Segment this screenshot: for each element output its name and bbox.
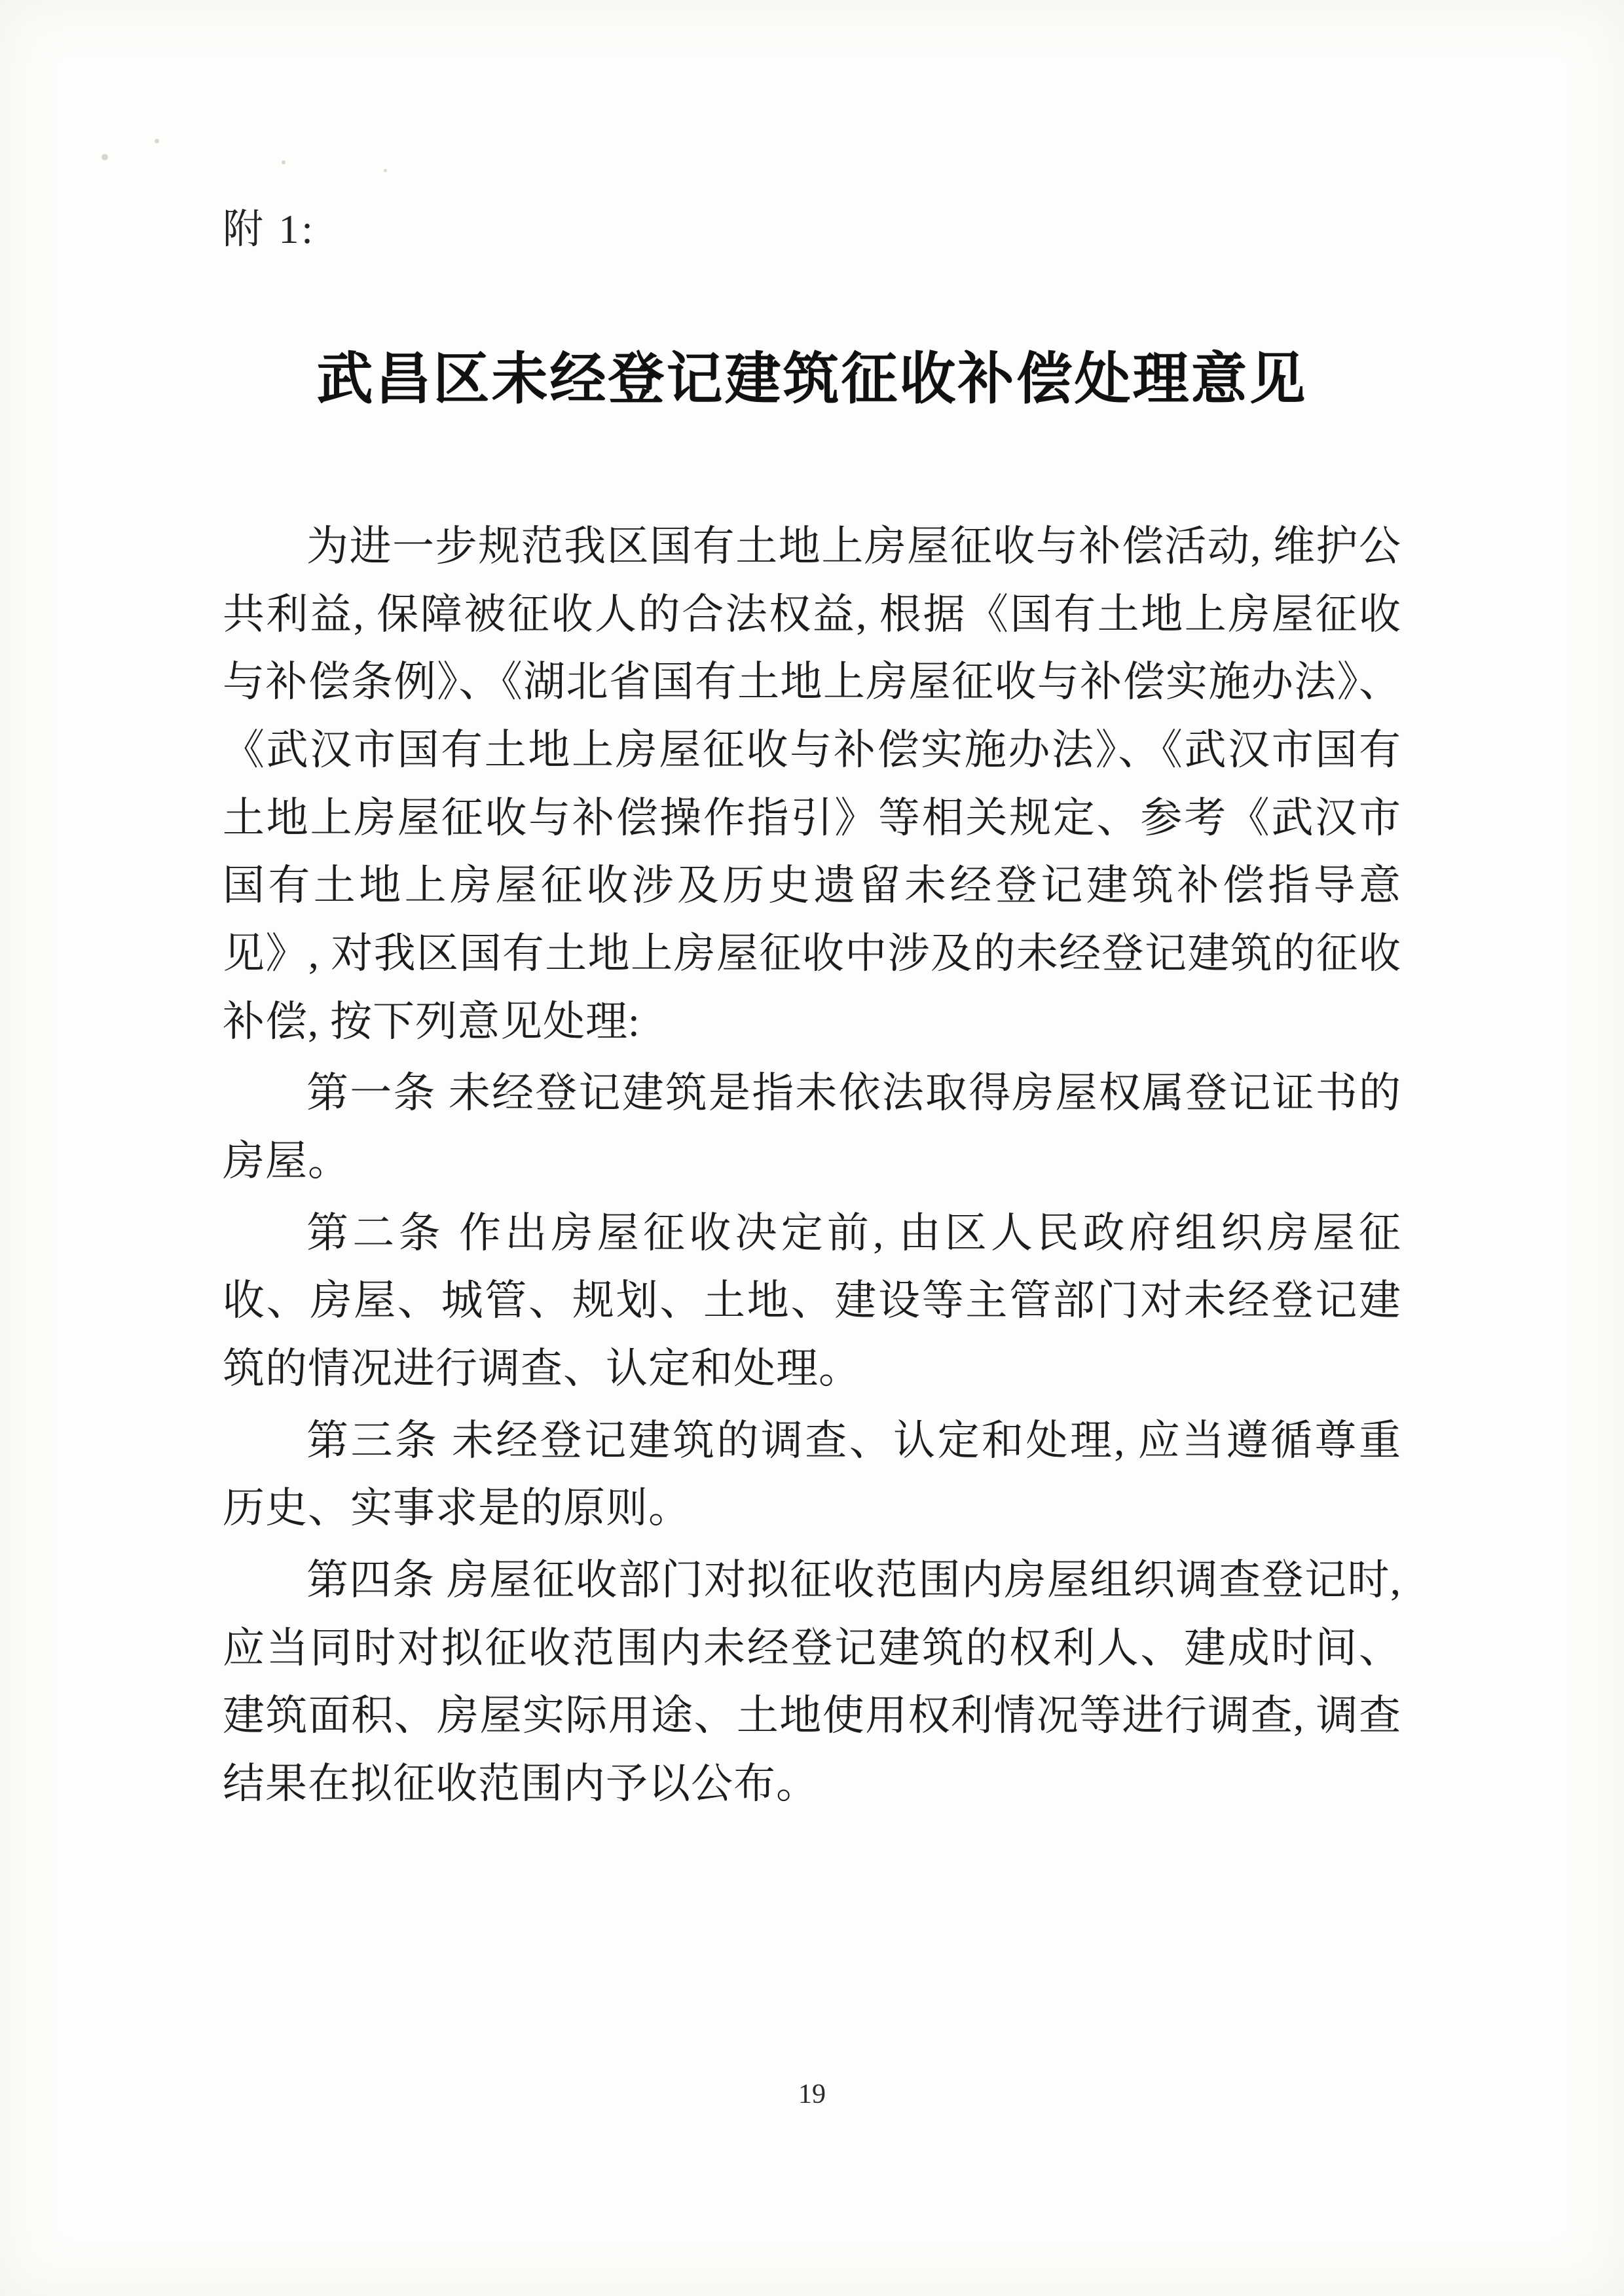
page-number: 19: [798, 2079, 826, 2109]
paragraph-article-1: 第一条 未经登记建筑是指未依法取得房屋权属登记证书的房屋。: [223, 1070, 1401, 1185]
attachment-label: 附 1:: [223, 208, 316, 252]
scan-speck: [155, 139, 159, 143]
paragraph-preamble: 为进一步规范我区国有土地上房屋征收与补偿活动, 维护公共利益, 保障被征收人的合法权益, 根据《国有土地上房屋征收与补偿条例》、《湖北省国有土地上房屋征收与补偿实施办法》、《武汉市国有土地上房屋征收与补偿实施办法》、《武汉市国有土地上房屋征收与补偿操作指引》等相关规定、参考《武汉市国有土地上房屋征收涉及历史遗留未经登记建筑补偿指导意见》, 对我区国有土地上房屋征收中涉及的未经登记建筑的征收补偿, 按下列意见处理:: [223, 523, 1401, 1045]
page-title: 武昌区未经登记建筑征收补偿处理意见: [316, 346, 1308, 412]
document-body: [223, 196, 1401, 1822]
scan-speck: [384, 169, 387, 172]
paragraph-article-3: 第三条 未经登记建筑的调查、认定和处理, 应当遵循尊重历史、实事求是的原则。: [223, 1417, 1401, 1532]
scan-speck: [282, 160, 286, 164]
paragraph-article-2: 第二条 作出房屋征收决定前, 由区人民政府组织房屋征收、房屋、城管、规划、土地、建设等主管部门对未经登记建筑的情况进行调查、认定和处理。: [223, 1209, 1401, 1393]
paragraph-article-4: 第四条 房屋征收部门对拟征收范围内房屋组织调查登记时, 应当同时对拟征收范围内未经登记建筑的权利人、建成时间、建筑面积、房屋实际用途、土地使用权利情况等进行调查, 调查结果在拟征收范围内予以公布。: [223, 1557, 1401, 1808]
scan-speck: [101, 154, 108, 160]
